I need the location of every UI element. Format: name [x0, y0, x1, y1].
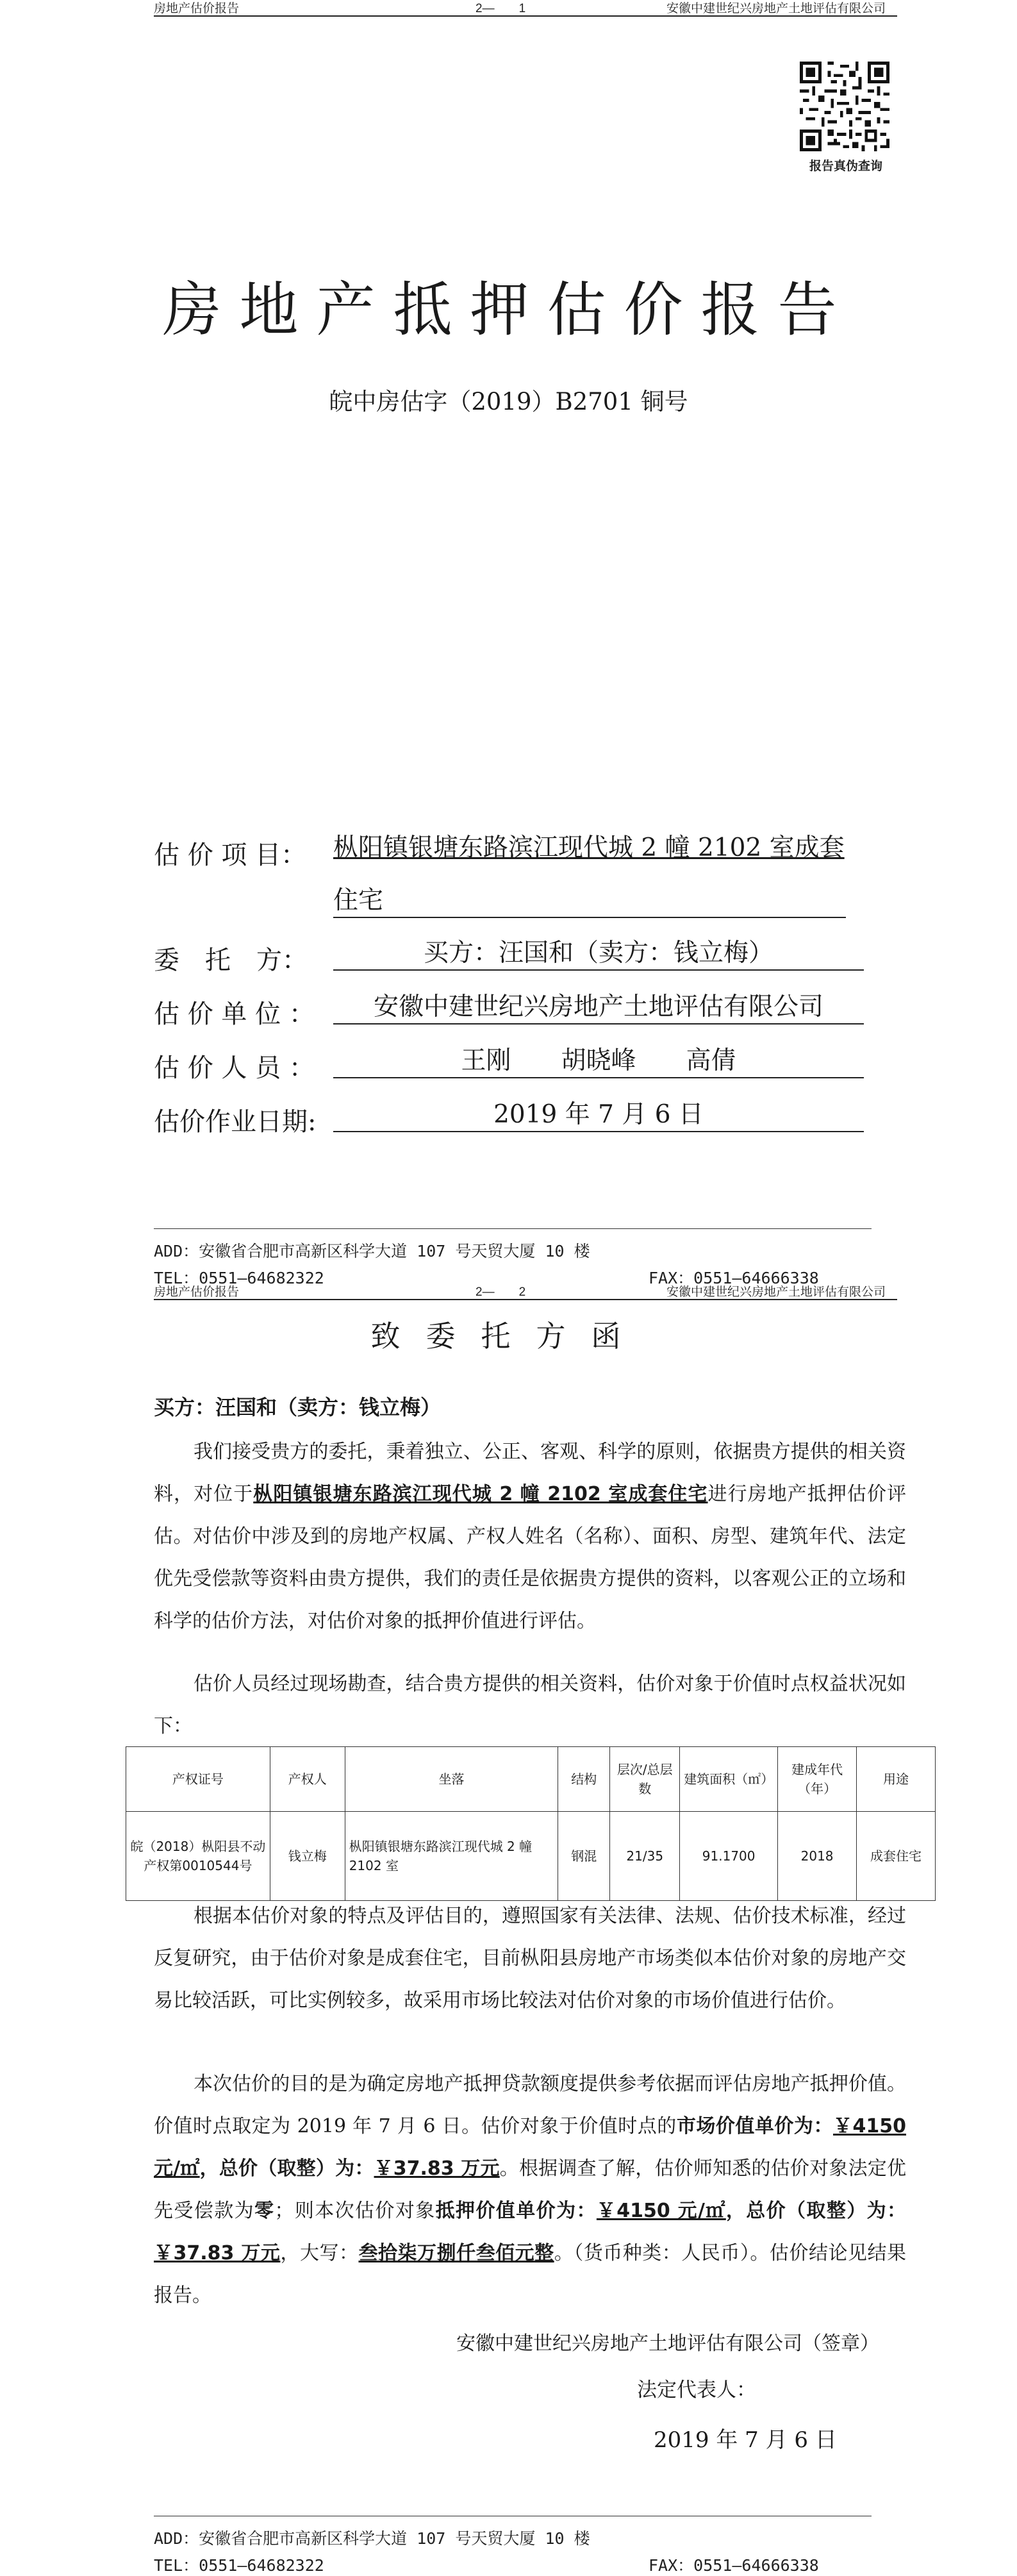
page2-footer-address: ADD：安徽省合肥市高新区科学大道 107 号天贸大厦 10 楼 [154, 2529, 590, 2548]
table-cell: 钢混 [558, 1812, 610, 1901]
report-number: 皖中房估字（2019）B2701 铜号 [329, 388, 688, 415]
letter-paragraph-1: 我们接受贵方的委托，秉着独立、公正、客观、科学的原则，依据贵方提供的相关资料，对位于枞阳镇银塘东路滨江现代城 2 幢 2102 室成套住宅进行房地产抵押估价评估。对估价中涉及到的房地产权属、产权人姓名（名称）、面积、房型、建筑年代、法定优先受偿款等资料由贵方提供，我们的责任是依据贵方提供的资料，以客观公正的立场和科学的估价方法，对估价对象的抵押价值进行评估。 [154, 1441, 907, 1632]
property-rights-table [126, 1746, 936, 1901]
page2-header-rule [154, 1299, 897, 1300]
table-cell: 2018 [778, 1812, 857, 1901]
page2-footer-fax: FAX：0551—64666338 [649, 2556, 819, 2575]
page1-footer-tel: TEL：0551—64682322 [154, 1269, 324, 1287]
qr-code-icon[interactable] [800, 62, 889, 151]
client-label: 委 托 方： [154, 946, 308, 975]
table-row [126, 1812, 936, 1901]
table-header: 层次/总层数 [610, 1747, 680, 1812]
letter-addressee: 买方：汪国和（卖方：钱立梅） [154, 1395, 442, 1419]
table-header: 产权人 [270, 1747, 345, 1812]
staff-value: 王刚 胡晓峰 高倩 [333, 1045, 864, 1078]
page1-header-left: 房地产估价报告 [154, 2, 240, 15]
legal-representative-label: 法定代表人： [637, 2379, 756, 2402]
project-value-line1: 枞阳镇银塘东路滨江现代城 2 幢 2102 室成套 [333, 833, 845, 862]
date-value: 2019 年 7 月 6 日 [333, 1099, 864, 1132]
client-value: 买方：汪国和（卖方：钱立梅） [333, 937, 864, 971]
table-header: 建成年代（年） [778, 1747, 857, 1812]
page1-footer-address: ADD：安徽省合肥市高新区科学大道 107 号天贸大厦 10 楼 [154, 1242, 590, 1260]
letter-paragraph-3: 根据本估价对象的特点及评估目的，遵照国家有关法律、法规、估价技术标准，经过反复研究，由于估价对象是成套住宅，目前枞阳县房地产市场类似本估价对象的房地产交易比较活跃，可比实例较多，故采用市场比较法对估价对象的市场价值进行估价。 [154, 1905, 906, 2012]
project-label: 估 价 项 目： [154, 841, 307, 870]
signature-company: 安徽中建世纪兴房地产土地评估有限公司（签章） [456, 2332, 879, 2355]
date-label: 估价作业日期: [154, 1107, 317, 1137]
report-title: 房地产抵押估价报告 [162, 276, 855, 344]
unit-label: 估 价 单 位 ： [154, 999, 315, 1029]
page1-header-page-number: 2— 1 [475, 2, 526, 15]
table-header: 结构 [558, 1747, 610, 1812]
page1-footer-fax: FAX：0551—64666338 [649, 1269, 819, 1287]
page1-header-rule [154, 15, 897, 17]
table-header: 用途 [857, 1747, 936, 1812]
table-header: 坐落 [345, 1747, 558, 1812]
table-header: 产权证号 [126, 1747, 270, 1812]
page2-header-right: 安徽中建世纪兴房地产土地评估有限公司 [666, 1285, 886, 1299]
letter-paragraph-2: 估价人员经过现场勘查，结合贵方提供的相关资料，估价对象于价值时点权益状况如下： [154, 1673, 906, 1737]
letter-paragraph-4: 本次估价的目的是为确定房地产抵押贷款额度提供参考依据而评估房地产抵押价值。价值时点取定为 2019 年 7 月 6 日。估价对象于价值时点的市场价值单价为：￥4150 元/㎡，总价（取整）为：￥37.83 万元。根据调查了解，估价师知悉的估价对象法定优先受偿款为零；则本次估价对象抵押价值单价为：￥4150 元/㎡，总价（取整）为：￥37.83 万元，大写：叁拾柒万捌仟叁佰元整。（货币种类：人民币）。估价结论见结果报告。 [154, 2073, 907, 2307]
letter-title: 致委托方函 [370, 1319, 647, 1353]
table-header: 建筑面积（㎡） [680, 1747, 778, 1812]
page1-footer-rule [154, 1228, 872, 1229]
page2-header-left: 房地产估价报告 [154, 1285, 240, 1299]
qr-caption: 报告真伪查询 [809, 159, 882, 173]
table-cell: 皖（2018）枞阳县不动产权第0010544号 [126, 1812, 270, 1901]
table-cell: 钱立梅 [270, 1812, 345, 1901]
page1-header-right: 安徽中建世纪兴房地产土地评估有限公司 [666, 2, 886, 15]
page2-header-page-number: 2— 2 [475, 1285, 526, 1299]
page2-footer-tel: TEL：0551—64682322 [154, 2556, 324, 2575]
signature-date: 2019 年 7 月 6 日 [654, 2427, 837, 2453]
unit-value: 安徽中建世纪兴房地产土地评估有限公司 [333, 991, 864, 1025]
table-cell: 枞阳镇银塘东路滨江现代城 2 幢 2102 室 [345, 1812, 558, 1901]
project-value-line2: 住宅 [333, 885, 846, 918]
staff-label: 估 价 人 员 ： [154, 1053, 315, 1083]
table-cell: 成套住宅 [857, 1812, 936, 1901]
table-cell: 21/35 [610, 1812, 680, 1901]
table-cell: 91.1700 [680, 1812, 778, 1901]
